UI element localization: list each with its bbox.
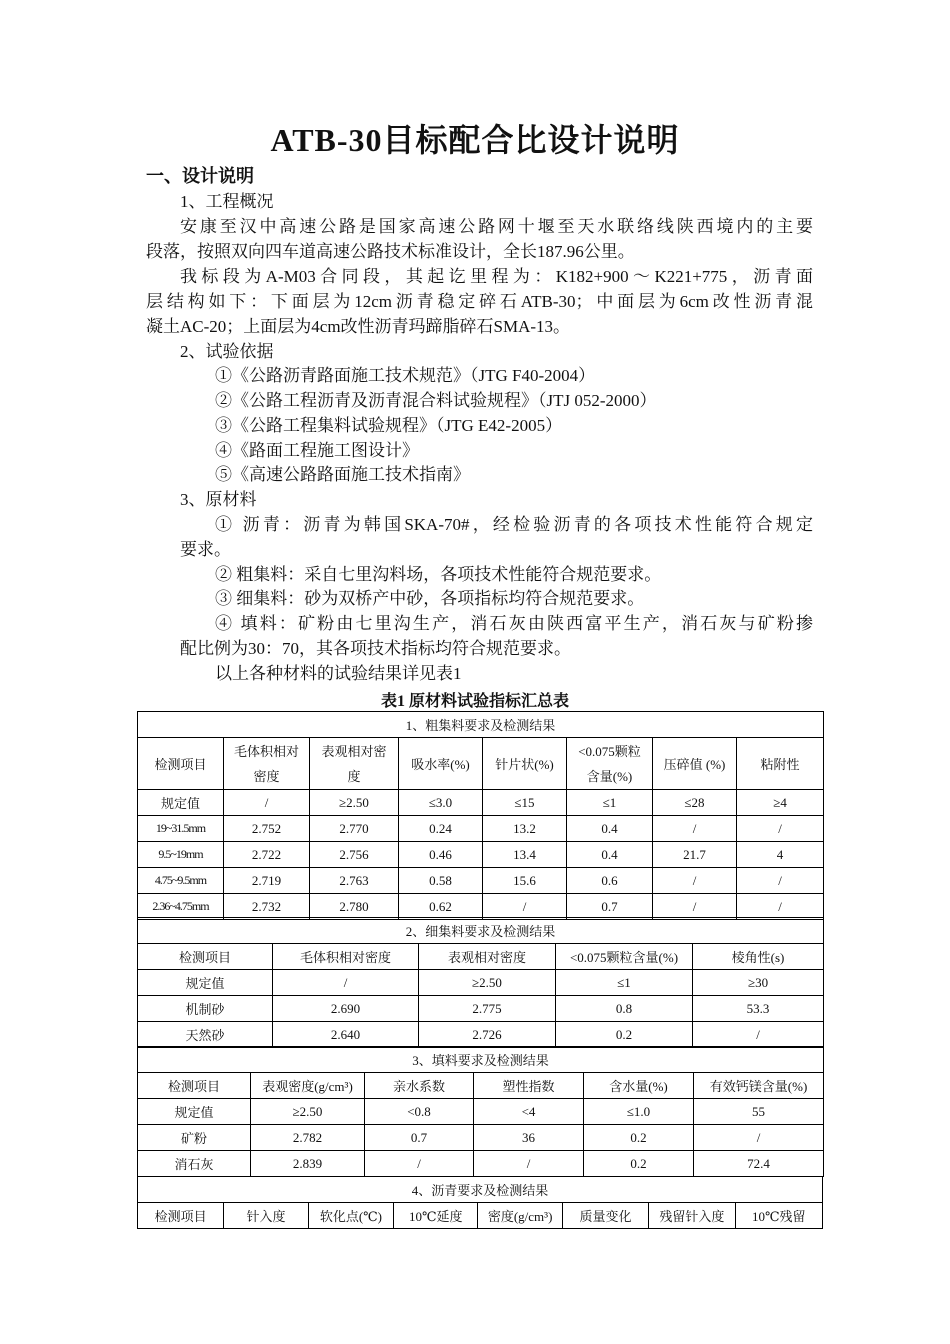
table-row	[138, 1151, 824, 1177]
table-cell: ≤28	[653, 790, 737, 816]
reference-item: ⑤《高速公路路面施工技术指南》	[215, 465, 470, 484]
table-cell: 规定值	[138, 790, 224, 816]
table-cell: 9.5~19mm	[138, 842, 224, 868]
table-cell: 21.7	[653, 842, 737, 868]
table-cell: /	[653, 868, 737, 894]
table-cell: ≥4	[737, 790, 824, 816]
table-cell: 2.782	[251, 1125, 365, 1151]
table-cell: /	[474, 1151, 584, 1177]
table-cell: /	[737, 816, 824, 842]
coarse-aggregate-table	[137, 711, 824, 920]
column-header: 有效钙镁含量(%)	[694, 1073, 824, 1099]
overview-paragraph-line: 段落，按照双向四车道高速公路技术标准设计，全长187.96公里。	[146, 242, 635, 261]
material-asphalt-text: ① 沥青：沥青为韩国SKA-70#，经检验沥青的各项技术性能符合规定	[215, 515, 813, 534]
table-cell: /	[653, 816, 737, 842]
column-header: 10℃残留	[735, 1203, 822, 1229]
section-paragraph-line: 层结构如下：下面层为12cm沥青稳定碎石ATB-30；中面层为6cm改性沥青混	[146, 292, 813, 311]
table-cell: 2.726	[419, 1022, 556, 1048]
table-cell: 天然砂	[138, 1022, 273, 1048]
fine-aggregate-table	[137, 917, 824, 1048]
table-cell: 0.62	[399, 894, 483, 920]
table-row	[138, 842, 824, 868]
table-row	[138, 1099, 824, 1125]
table-header-row	[138, 1203, 823, 1229]
table-cell: 2.839	[251, 1151, 365, 1177]
column-header: 10℃延度	[394, 1203, 478, 1229]
table-cell: /	[483, 894, 567, 920]
table-cell: 36	[474, 1125, 584, 1151]
table-cell: 0.4	[567, 816, 653, 842]
table-section-title: 3、填料要求及检测结果	[138, 1047, 824, 1073]
table-section-title: 1、粗集料要求及检测结果	[138, 712, 824, 738]
table-cell: 机制砂	[138, 996, 273, 1022]
table-cell: <0.8	[365, 1099, 474, 1125]
table-cell: 消石灰	[138, 1151, 251, 1177]
table-cell: /	[693, 1022, 824, 1048]
table-cell: 2.640	[273, 1022, 419, 1048]
column-header: 粘附性	[737, 738, 824, 790]
table-cell: 15.6	[483, 868, 567, 894]
column-header: 亲水系数	[365, 1073, 474, 1099]
table-cell: 13.4	[483, 842, 567, 868]
overview-paragraph-line: 安康至汉中高速公路是国家高速公路网十堰至天水联络线陕西境内的主要	[180, 217, 813, 236]
reference-item: ③《公路工程集料试验规程》（JTG E42-2005）	[215, 416, 563, 435]
column-header: 毛体积相对密度	[273, 944, 419, 970]
table-cell: 0.46	[399, 842, 483, 868]
material-coarse-text: ② 粗集料：采自七里沟料场，各项技术性能符合规范要求。	[215, 565, 662, 584]
table-caption: 表1 原材料试验指标汇总表	[380, 693, 569, 710]
table-cell: <4	[474, 1099, 584, 1125]
table-cell: ≤1	[556, 970, 693, 996]
table-cell: /	[694, 1125, 824, 1151]
column-header: 检测项目	[138, 738, 224, 790]
table-row	[138, 894, 824, 920]
column-header: 检测项目	[138, 944, 273, 970]
table-cell: 13.2	[483, 816, 567, 842]
table-cell: 0.2	[584, 1125, 694, 1151]
table-cell: 规定值	[138, 970, 273, 996]
subsection-title-overview: 1、工程概况	[180, 192, 274, 211]
column-header: 表观相对密度	[310, 738, 399, 790]
column-header: 软化点(℃)	[308, 1203, 393, 1229]
table-cell: 2.770	[310, 816, 399, 842]
table-cell: /	[653, 894, 737, 920]
filler-table	[137, 1046, 824, 1177]
table-cell: 2.732	[224, 894, 310, 920]
table-row	[138, 970, 824, 996]
table-cell: 2.719	[224, 868, 310, 894]
reference-item: ②《公路工程沥青及沥青混合料试验规程》（JTJ 052-2000）	[215, 391, 657, 410]
table-cell: 2.690	[273, 996, 419, 1022]
table-cell: /	[737, 894, 824, 920]
table-row	[138, 790, 824, 816]
table-cell: /	[224, 790, 310, 816]
column-header: <0.075颗粒含量(%)	[567, 738, 653, 790]
table-cell: /	[273, 970, 419, 996]
column-header: 检测项目	[138, 1073, 251, 1099]
table-cell: 0.58	[399, 868, 483, 894]
column-header: 残留针入度	[649, 1203, 735, 1229]
table-cell: 0.7	[567, 894, 653, 920]
table-cell: 0.6	[567, 868, 653, 894]
table-cell: 19~31.5mm	[138, 816, 224, 842]
table-cell: ≥2.50	[310, 790, 399, 816]
table-cell: ≥2.50	[251, 1099, 365, 1125]
table-cell: /	[737, 868, 824, 894]
table-cell: 0.2	[584, 1151, 694, 1177]
asphalt-table	[137, 1176, 823, 1229]
table-cell: 2.775	[419, 996, 556, 1022]
column-header: 针入度	[224, 1203, 308, 1229]
table-section-title: 2、细集料要求及检测结果	[138, 918, 824, 944]
table-cell: 0.24	[399, 816, 483, 842]
subsection-title-materials: 3、原材料	[180, 490, 257, 509]
page-title: ATB-30目标配合比设计说明	[270, 122, 680, 158]
table-cell: ≤1	[567, 790, 653, 816]
table-cell: ≥30	[693, 970, 824, 996]
table-cell: 4	[737, 842, 824, 868]
column-header: 压碎值 (%)	[653, 738, 737, 790]
materials-summary-text: 以上各种材料的试验结果详见表1	[215, 664, 462, 683]
table-cell: 2.756	[310, 842, 399, 868]
table-cell: 2.763	[310, 868, 399, 894]
column-header: 塑性指数	[474, 1073, 584, 1099]
column-header: 针片状(%)	[483, 738, 567, 790]
table-cell: 0.2	[556, 1022, 693, 1048]
table-header-row	[138, 1073, 824, 1099]
reference-item: ④《路面工程施工图设计》	[215, 441, 419, 460]
table-header-row	[138, 944, 824, 970]
table-cell: 0.8	[556, 996, 693, 1022]
table-cell: 55	[694, 1099, 824, 1125]
section-paragraph-line: 我标段为A-M03合同段，其起讫里程为：K182+900～K221+775，沥青面	[180, 267, 813, 286]
column-header: 检测项目	[138, 1203, 224, 1229]
table-cell: 0.7	[365, 1125, 474, 1151]
table-cell: 矿粉	[138, 1125, 251, 1151]
table-row	[138, 868, 824, 894]
table-cell: 72.4	[694, 1151, 824, 1177]
material-filler-text: ④ 填料：矿粉由七里沟生产，消石灰由陕西富平生产，消石灰与矿粉掺	[215, 614, 813, 633]
column-header: <0.075颗粒含量(%)	[556, 944, 693, 970]
table-cell: /	[365, 1151, 474, 1177]
table-cell: 规定值	[138, 1099, 251, 1125]
column-header: 毛体积相对密度	[224, 738, 310, 790]
column-header: 含水量(%)	[584, 1073, 694, 1099]
table-cell: ≤3.0	[399, 790, 483, 816]
reference-item: ①《公路沥青路面施工技术规范》（JTG F40-2004）	[215, 366, 596, 385]
table-row	[138, 996, 824, 1022]
table-cell: 2.722	[224, 842, 310, 868]
table-row	[138, 816, 824, 842]
table-cell: ≥2.50	[419, 970, 556, 996]
table-cell: 2.36~4.75mm	[138, 894, 224, 920]
material-fine-text: ③ 细集料：砂为双桥产中砂，各项指标均符合规范要求。	[215, 589, 645, 608]
table-cell: 4.75~9.5mm	[138, 868, 224, 894]
table-row	[138, 1125, 824, 1151]
table-cell: 0.4	[567, 842, 653, 868]
table-cell: ≤15	[483, 790, 567, 816]
column-header: 表观相对密度	[419, 944, 556, 970]
table-row	[138, 1022, 824, 1048]
table-cell: 2.752	[224, 816, 310, 842]
table-cell: ≤1.0	[584, 1099, 694, 1125]
table-section-title: 4、沥青要求及检测结果	[138, 1177, 823, 1203]
column-header: 棱角性(s)	[693, 944, 824, 970]
column-header: 表观密度(g/cm³)	[251, 1073, 365, 1099]
subsection-title-basis: 2、试验依据	[180, 342, 274, 361]
material-filler-text: 配比例为30：70，其各项技术指标均符合规范要求。	[180, 639, 571, 658]
section-paragraph-line: 凝土AC-20；上面层为4cm改性沥青玛蹄脂碎石SMA-13。	[146, 317, 571, 336]
column-header: 质量变化	[562, 1203, 648, 1229]
table-cell: 53.3	[693, 996, 824, 1022]
table-cell: 2.780	[310, 894, 399, 920]
section-heading-design: 一、设计说明	[146, 166, 254, 186]
column-header: 密度(g/cm³)	[478, 1203, 562, 1229]
column-header: 吸水率(%)	[399, 738, 483, 790]
material-asphalt-text: 要求。	[180, 540, 231, 559]
